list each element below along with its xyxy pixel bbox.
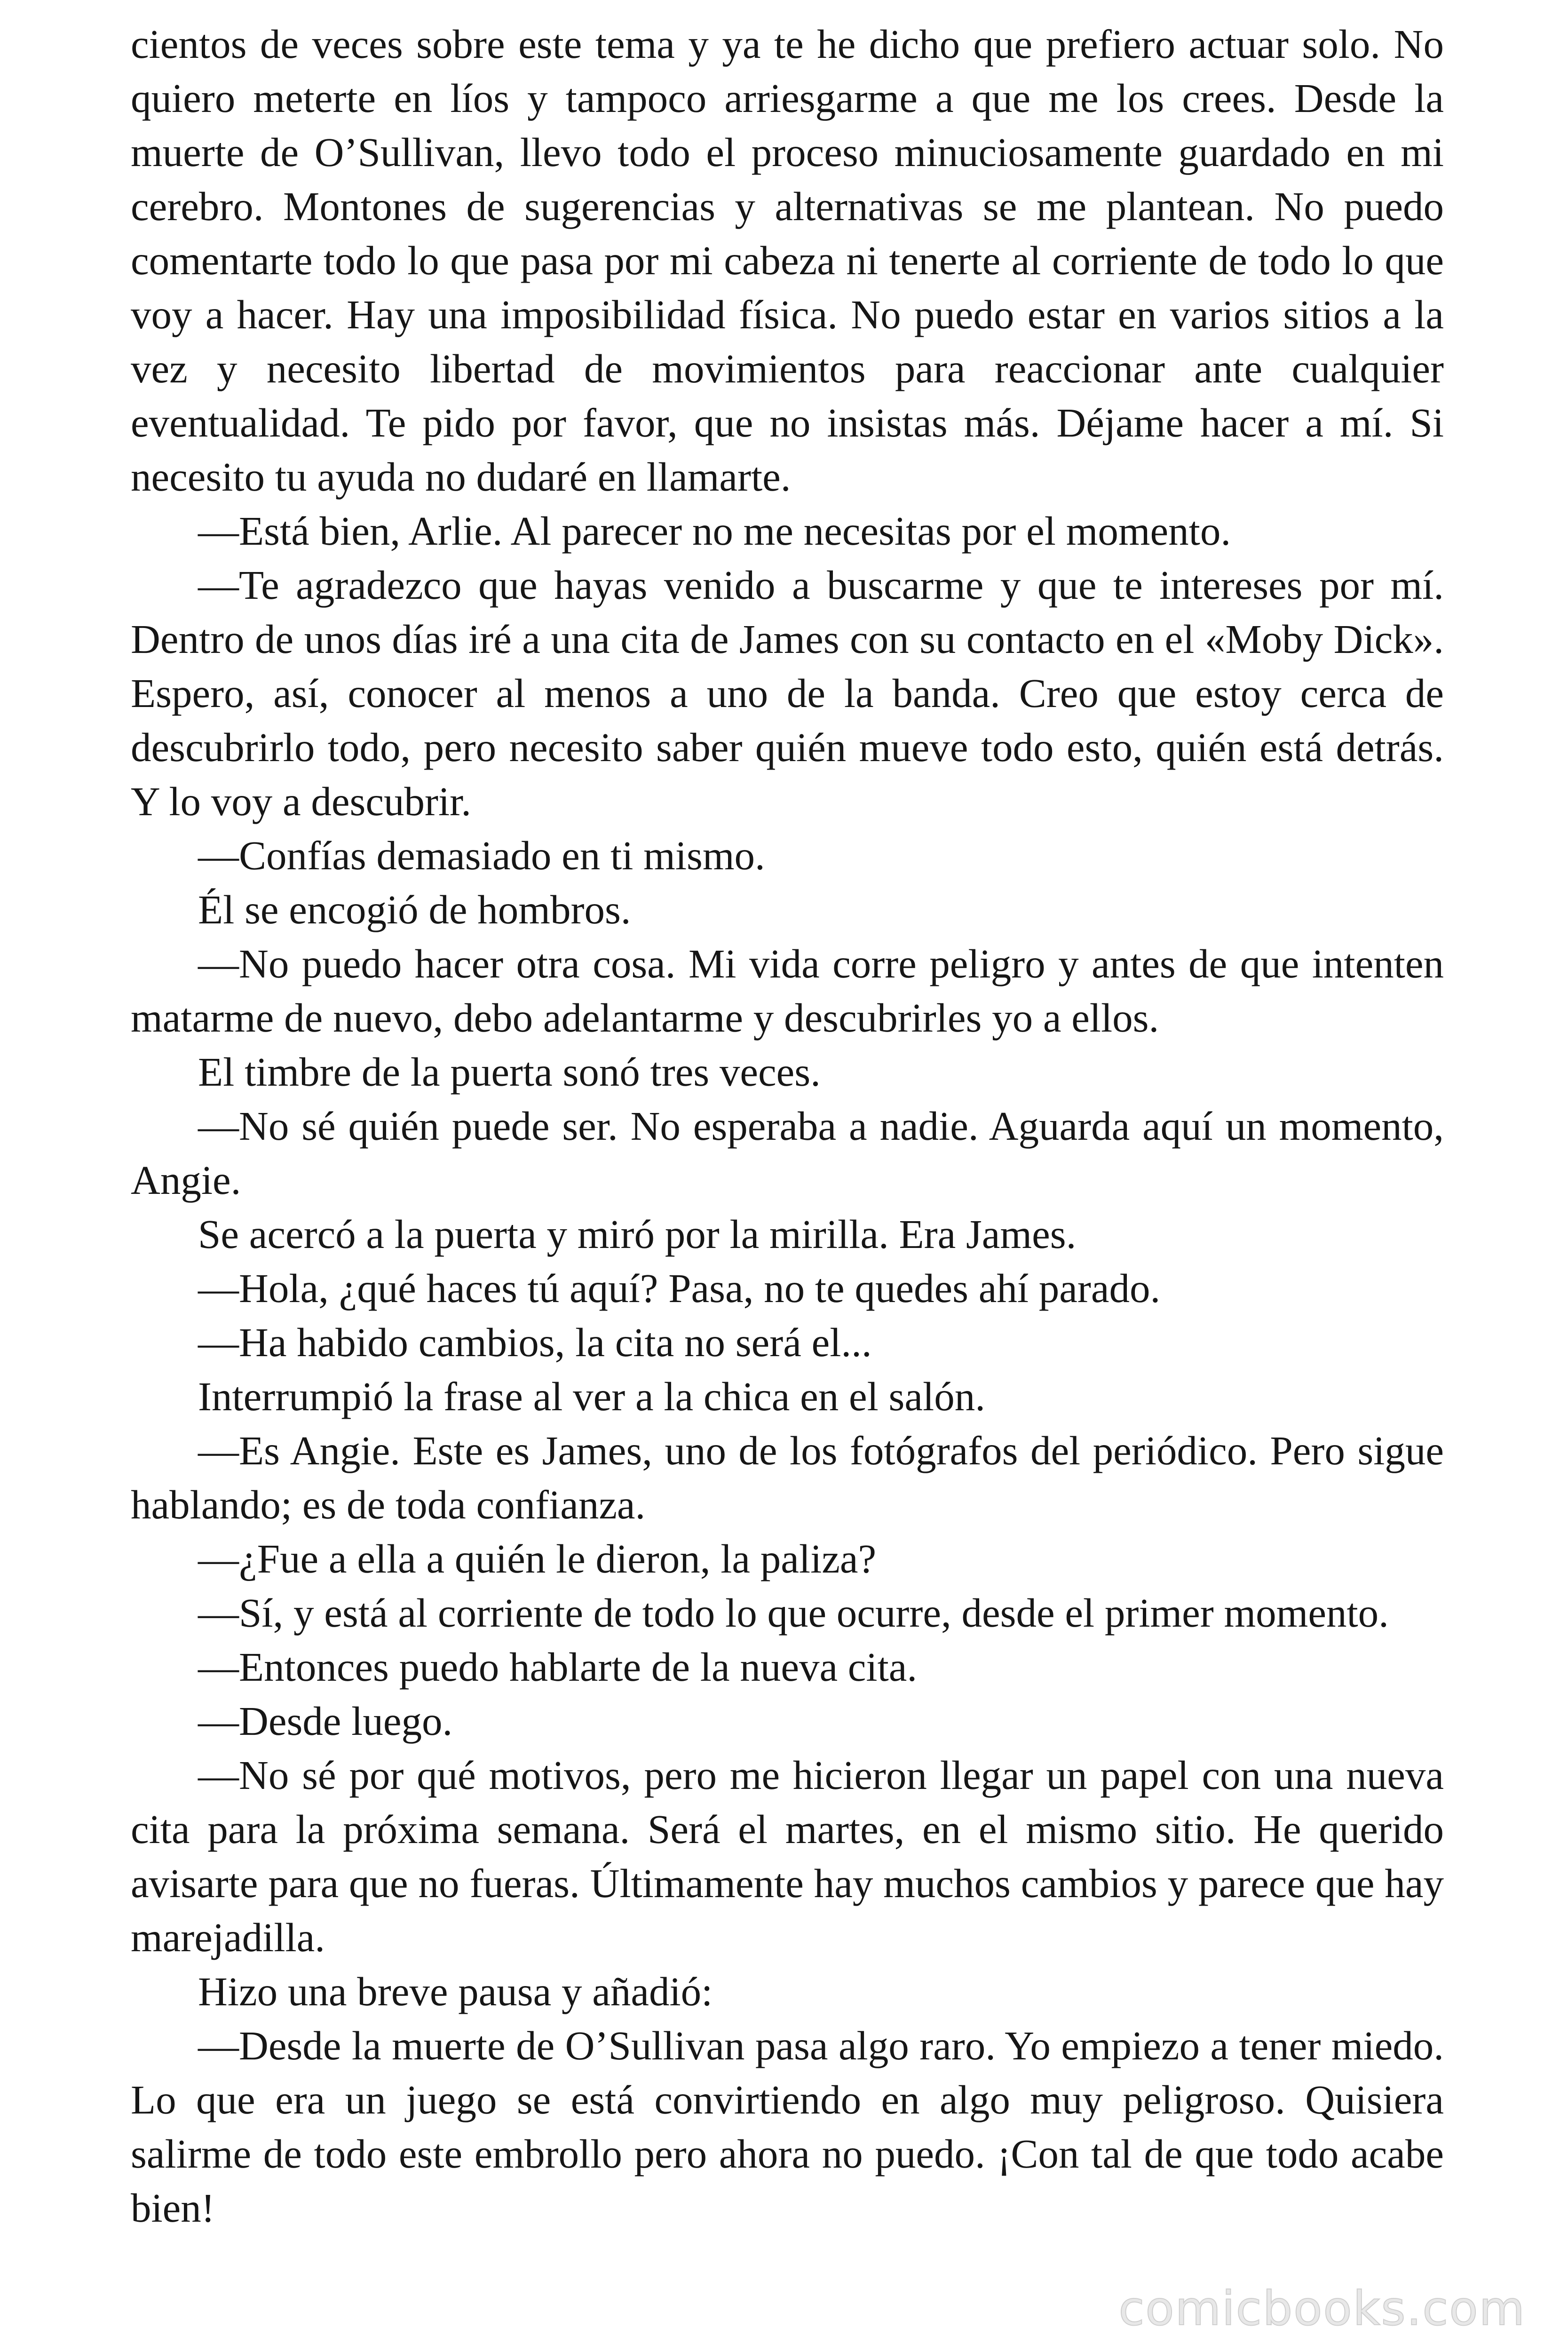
paragraph: Se acercó a la puerta y miró por la mirilla. Era James. (198, 1211, 1077, 1257)
paragraph: —Es Angie. Este es James, uno de los fotógrafos del periódico. Pero sigue hablando; es de toda confianza. (131, 1428, 1444, 1527)
paragraph: —No sé quién puede ser. No esperaba a nadie. Aguarda aquí un momento, Angie. (131, 1103, 1444, 1203)
site-watermark: comicbooks.com (1118, 2281, 1526, 2336)
paragraph: —¿Fue a ella a quién le dieron, la paliza? (198, 1536, 877, 1581)
paragraph: —No sé por qué motivos, pero me hicieron llegar un papel con una nueva cita para la próxima semana. Será el martes, en el mismo sitio. He querido avisarte para que no fueras. Últimamente hay muchos cambios y parece que hay marejadilla. (131, 1752, 1444, 1960)
paragraph: Él se encogió de hombros. (198, 887, 631, 932)
paragraph: Hizo una breve pausa y añadió: (198, 1969, 713, 2014)
paragraph: Interrumpió la frase al ver a la chica en el salón. (198, 1374, 985, 1419)
paragraph: —Desde luego. (198, 1698, 453, 1744)
paragraph: —Te agradezco que hayas venido a buscarme y que te intereses por mí. Dentro de unos días iré a una cita de James con su contacto en el «Moby Dick». Espero, así, conocer al menos a uno de la banda. Creo que estoy cerca de descubrirlo todo, pero necesito saber quién mueve todo esto, quién está detrás. Y lo voy a descubrir. (131, 562, 1444, 824)
paragraph: —Hola, ¿qué haces tú aquí? Pasa, no te quedes ahí parado. (198, 1265, 1161, 1311)
paragraph: —Desde la muerte de O’Sullivan pasa algo raro. Yo empiezo a tener miedo. Lo que era un juego se está convirtiendo en algo muy peligroso. Quisiera salirme de todo este embrollo pero ahora no puedo. ¡Con tal de que todo acabe bien! (131, 2023, 1444, 2231)
paragraph: —Está bien, Arlie. Al parecer no me necesitas por el momento. (198, 508, 1231, 554)
book-page-text (131, 17, 1444, 2265)
paragraph: —Entonces puedo hablarte de la nueva cita. (198, 1644, 918, 1690)
paragraph: —Confías demasiado en ti mismo. (198, 833, 765, 878)
paragraph: cientos de veces sobre este tema y ya te he dicho que prefiero actuar solo. No quiero meterte en líos y tampoco arriesgarme a que me los crees. Desde la muerte de O’Sullivan, llevo todo el proceso minuciosamente guardado en mi cerebro. Montones de sugerencias y alternativas se me plantean. No puedo comentarte todo lo que pasa por mi cabeza ni tenerte al corriente de todo lo que voy a hacer. Hay una imposibilidad física. No puedo estar en varios sitios a la vez y necesito libertad de movimientos para reaccionar ante cualquier eventualidad. Te pido por favor, que no insistas más. Déjame hacer a mí. Si necesito tu ayuda no dudaré en llamarte. (131, 21, 1444, 500)
paragraph: —Ha habido cambios, la cita no será el... (198, 1319, 872, 1365)
paragraph: —No puedo hacer otra cosa. Mi vida corre peligro y antes de que intenten matarme de nuevo, debo adelantarme y descubrirles yo a ellos. (131, 941, 1444, 1041)
paragraph: —Sí, y está al corriente de todo lo que ocurre, desde el primer momento. (198, 1590, 1389, 1636)
paragraph: El timbre de la puerta sonó tres veces. (198, 1049, 821, 1095)
